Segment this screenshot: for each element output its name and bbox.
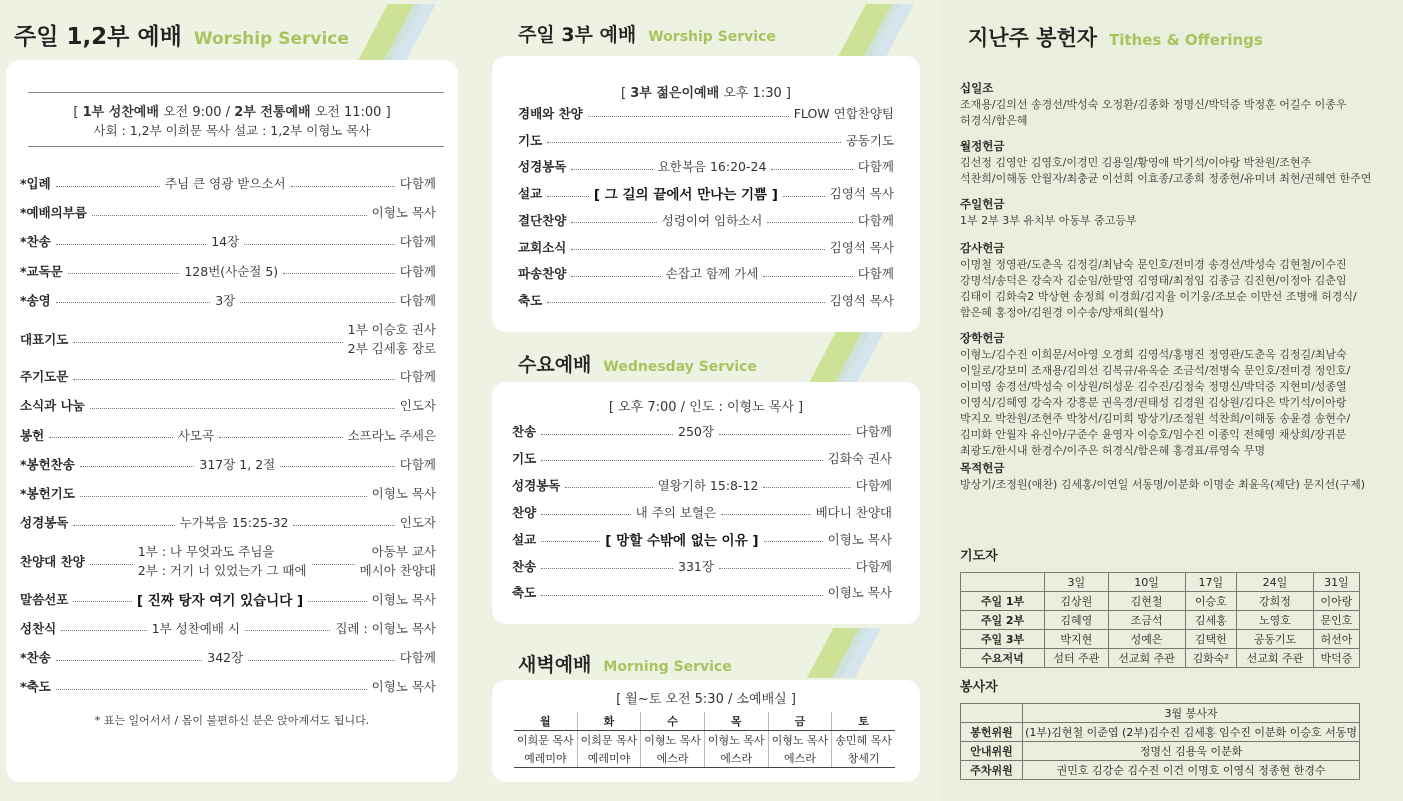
item-person: 이형노 목사 [371,679,436,695]
separator: / [225,105,231,120]
item-label: 대표기도 [20,332,69,347]
dot-leader [763,487,850,488]
prayer-cell: 이승호 [1185,592,1237,611]
date-header: 31일 [1313,573,1359,592]
order-item [512,583,892,601]
item-person: 이형노 목사 [827,585,892,601]
item-person: 공동기도 [845,132,894,148]
tithes-panel [940,0,1403,801]
dot-leader [56,244,207,245]
dot-leader [293,525,394,526]
sunday-1-2-card [6,60,458,782]
divider [28,92,444,93]
prayer-cell: 허선아 [1313,630,1359,649]
order-item [518,211,894,229]
dot-leader [248,660,395,661]
item-label: 찬양 [512,504,537,520]
dot-leader [80,466,195,467]
dot-leader [719,434,851,435]
dot-leader [308,601,367,602]
item-detail: 1부 성찬예배 시 [151,620,240,636]
day-header: 목 [704,712,768,731]
order-item [20,262,436,280]
order-item [518,264,894,282]
book-cell: 에스라 [704,749,768,768]
item-person: 다함께 [399,369,436,385]
item-detail: 128번(사순절 5) [184,263,279,279]
divider [28,146,444,147]
prayer-cell: 문인호 [1313,611,1359,630]
volunteer-row [961,761,1360,780]
item-person-line: 2부 김세홍 장로 [347,341,436,356]
dot-leader [61,630,146,631]
item-person: 다함께 [399,292,437,308]
prayer-cell: 김혜영 [1045,611,1109,630]
day-header: 화 [577,712,641,731]
section-title-en: Tithes & Offerings [1109,31,1263,49]
offering-heading: 월정헌금 [960,139,1005,153]
service-1-name: 1부 성찬예배 [82,105,159,120]
volunteers-month: 3월 봉사자 [1023,704,1360,723]
morning-card [492,680,920,782]
volunteer-role: 주차위원 [961,761,1023,780]
order-item [20,174,436,192]
dot-leader [771,169,852,170]
section-header-sunday-3 [518,20,776,47]
item-detail: 250장 [678,424,714,439]
item-detail: [ 망할 수밖에 없는 이유 ] [605,532,759,549]
order-item [20,542,436,580]
item-label: 찬양대 찬양 [20,554,85,570]
order-item [20,484,436,502]
dot-leader [244,244,395,245]
service-2-time: 오전 11:00 [314,105,382,120]
dot-leader [547,302,824,303]
prayer-cell: 조금석 [1108,611,1185,630]
dot-leader [56,186,160,187]
item-person: 베다니 찬양대 [815,504,892,520]
service-2-name: 2부 전통예배 [234,105,311,120]
wednesday-info: [ 오후 7:00 / 인도 : 이형노 목사 ] [608,400,804,415]
item-person: 김영석 목사 [829,239,894,255]
item-detail: 누가복음 15:25-32 [179,515,289,531]
prayer-cell: 노영호 [1237,611,1314,630]
service-3-time: 오후 1:30 [723,86,782,101]
item-person: 다함께 [857,266,894,282]
prayer-cell: 성예은 [1108,630,1185,649]
section-header-tithes [968,22,1263,52]
dot-leader [541,434,673,435]
item-person: 이형노 목사 [371,591,437,607]
leader-cell: 이형노 목사 [641,731,705,750]
order-item [518,104,894,122]
prayer-cell: 김세홍 [1185,611,1237,630]
blank-header [961,573,1045,592]
item-label: 축도 [518,292,543,308]
leader-cell: 송민혜 목사 [832,731,895,750]
volunteer-row [961,742,1360,761]
item-person: 다함께 [857,159,895,175]
item-label: 봉헌 [20,427,45,443]
order-item [518,238,894,256]
offering-heading: 감사헌금 [960,241,1005,255]
offering-heading: 목적헌금 [960,461,1005,475]
item-label: 말씀선포 [20,591,69,607]
item-label: 교회소식 [518,239,567,255]
dot-leader [571,249,824,250]
middle-panel [470,0,940,801]
prayer-cell: 섬터 주관 [1045,649,1109,668]
item-label: 설교 [512,531,537,547]
prayer-cell: 이아랑 [1313,592,1359,611]
leader-cell: 이희문 목사 [517,734,574,747]
order-item [518,157,894,175]
dot-leader [56,302,211,303]
service-3-name: 3부 젊은이예배 [630,86,720,101]
leader-cell: 이형노 목사 [704,731,768,750]
item-person-line: 아동부 교사 [371,544,437,560]
item-person: 다함께 [855,558,893,574]
item-label: *입례 [20,176,51,191]
sunday-1-2-panel [0,0,470,801]
sunday-3-card [492,56,920,332]
item-person: 집례 : 이형노 목사 [335,620,437,636]
dot-leader [219,437,343,438]
item-person: 인도자 [399,398,436,414]
item-detail: 사모곡 [177,427,214,443]
prayer-cell: 김상원 [1045,592,1109,611]
order-item [512,530,892,548]
offering-names: 김선정 김영안 김영호/이경민 김용일/황영애 박기석/이아랑 박찬원/조현주 석찬희/이해동 안월자/최충균 이선희 이효종/고종희 정종현/유미녀 최현/권혜연 한주연 [960,156,1372,185]
dot-leader [763,276,852,277]
dot-leader [565,487,652,488]
volunteer-names: 권민호 김강순 김수진 이건 이명호 이영식 정종현 한경수 [1023,761,1360,780]
item-label: 기도 [512,450,537,466]
order-item [512,503,892,521]
item-label: 소식과 나눔 [20,398,85,414]
order-item [20,232,436,250]
item-person: 이형노 목사 [827,531,893,547]
wednesday-card [492,382,920,624]
dot-leader [240,302,395,303]
item-person: 이형노 목사 [371,205,436,221]
bracket-close: ] [385,105,391,120]
item-person: 인도자 [399,515,437,531]
item-label: 성경봉독 [518,159,567,175]
section-title-en: Wednesday Service [603,359,757,375]
item-label: *송영 [20,292,51,308]
section-header-morning [518,650,732,677]
dot-leader [73,379,394,380]
item-label: *봉헌기도 [20,486,75,501]
prayer-cell: 선교회 주관 [1108,649,1185,668]
volunteer-role: 봉헌위원 [961,723,1023,742]
dot-leader [56,660,203,661]
item-person-line: 메시아 찬양대 [359,563,437,579]
book-cell: 예레미야 [514,749,577,768]
order-item [20,619,436,637]
service-times [6,101,458,120]
item-label: 축도 [512,585,537,601]
dot-leader [588,116,789,117]
dot-leader [73,525,174,526]
morning-schedule-table [514,712,895,768]
item-person: 다함께 [399,650,437,665]
item-detail: 342장 [207,650,244,665]
item-label: 찬송 [512,424,537,439]
order-item [20,367,436,385]
service-1-time: 오전 9:00 [163,105,222,120]
item-person: FLOW 연합찬양팀 [793,106,894,121]
section-title-ko: 주일 1,2부 예배 [14,24,182,50]
item-person-lines [360,542,436,580]
section-title-en: Worship Service [193,29,349,49]
prayer-row [961,630,1360,649]
section-title-ko: 주일 3부 예배 [518,24,637,46]
item-person: 이형노 목사 [371,486,436,501]
item-person: 다함께 [855,477,892,493]
item-label: 찬송 [512,558,537,574]
item-person: 김영석 목사 [829,186,895,202]
item-detail: 요한복음 16:20-24 [657,159,767,175]
order-item [512,422,892,440]
order-item [20,291,436,309]
item-person: 소프라노 주세은 [347,427,437,443]
prayer-cell: 공동기도 [1237,630,1314,649]
item-label: *축도 [20,679,51,695]
prayer-cell: 박지현 [1045,630,1109,649]
dot-leader [56,689,367,690]
offering-heading: 장학헌금 [960,331,1005,345]
section-header-sunday-1-2 [14,18,349,51]
prayer-row-label: 주일 1부 [961,592,1045,611]
dot-leader [547,142,841,143]
item-label: 성찬식 [20,620,57,636]
item-label: 경배와 찬양 [518,106,583,121]
item-person: 다함께 [399,456,437,472]
section-title-en: Morning Service [603,659,732,675]
section-title-ko: 수요예배 [518,354,592,376]
dot-leader [541,568,673,569]
section-title-en: Worship Service [648,29,776,45]
service-leaders: 사회 : 1,2부 이희문 목사 설교 : 1,2부 이형노 목사 [93,123,371,138]
item-detail: 3장 [215,292,236,308]
item-detail: 손잡고 함께 가세 [665,266,759,282]
order-item [512,449,892,467]
order-item [20,677,436,695]
dot-leader [90,564,133,565]
order-item [20,648,436,666]
item-detail: [ 그 길의 끝에서 만나는 기쁨 ] [593,187,778,204]
offering-heading: 십일조 [960,81,994,95]
item-detail: 열왕기하 15:8-12 [657,477,759,493]
dot-leader [73,601,132,602]
item-detail: 331장 [678,558,714,574]
offering-names: 이명철 정영관/도춘옥 김정길/최남숙 문인호/전미경 송경선/박성숙 김현철/이수진 강명석/송덕은 강숙자 김순임/한말영 김영태/최정임 김종금 김진현/이정아 김춘임 김태이 김화숙2 박상현 송정희 이경희/김지율 이기웅/조보순 이만선 조병애 허경식/ 함은혜 홍정아/김원경 이수송/양재희(월삭) [960,258,1357,319]
offering-names: 조재용/김의선 송경선/박성숙 오정환/김종화 정명신/박덕증 박정훈 어길수 이종우 허경식/함은혜 [960,98,1347,127]
item-label: 설교 [518,186,543,202]
prayer-row-label: 주일 2부 [961,611,1045,630]
prayer-cell: 김현철 [1108,592,1185,611]
date-header: 10일 [1108,573,1185,592]
prayer-row [961,649,1360,668]
dot-leader [541,460,822,461]
dot-leader [719,568,851,569]
dot-leader [291,186,395,187]
dot-leader [80,496,367,497]
item-detail: 14장 [211,234,240,250]
dot-leader [280,466,395,467]
volunteer-role: 안내위원 [961,742,1023,761]
item-person-lines [348,320,436,358]
dot-leader [541,514,631,515]
dot-leader [764,541,823,542]
prayer-title: 기도자 [960,549,998,564]
offering-names: 이형노/김수진 이희문/서아영 오경희 김영석/홍병진 정영관/도춘옥 김정길/최남숙 이일로/강보미 조재용/김의선 김복규/유옥순 조금석/전병숙 문인호/전미경 정인호/ 이미영 송경선/박성숙 이상원/허성운 김수진/김정숙 정명신/박덕증 지현미/성종열 이영식/김혜영 강숙자 강흥분 권옥경/권태성 김경원 김상원/김다은 박기석/이아랑 박지오 박찬원/조현주 박창서/김미희 방상기/조정원 석찬희/이해동 송윤경 송현수/ 김미화 안월자 유신아/구준수 윤영자 이승호/임수진 이종익 전혜영 채상희/장귀분 최광도/한시내 한경수/이주은 허경식/함은혜 홍경표/류영숙 무명 [960,348,1351,457]
item-person: 김화숙 권사 [827,450,892,466]
order-item [20,513,436,531]
item-detail: 317장 1, 2절 [199,456,276,472]
item-person: 다함께 [399,234,436,250]
dot-leader [68,273,180,274]
volunteers-title: 봉사자 [960,680,998,695]
item-detail-line: 2부 : 거기 너 있었는가 그 때에 [137,563,307,579]
offering-names: 방상기/조정원(애찬) 김세홍/이연일 서동명/이분화 이명순 최윤옥(제단) 문지선(구제) [960,478,1366,491]
volunteer-row [961,723,1360,742]
morning-info: [ 월~토 오전 5:30 / 소예배실 ] [616,692,796,707]
item-label: *찬송 [20,650,51,665]
book-cell: 예레미야 [577,749,641,768]
prayer-cell: 박덕증 [1313,649,1359,668]
item-label: *교독문 [20,263,63,279]
prayer-table [960,572,1360,668]
section-title-ko: 지난주 봉헌자 [968,26,1098,50]
leader-cell: 이희문 목사 [577,731,641,750]
order-item [20,426,436,444]
volunteers-table [960,703,1360,780]
item-label: *예배의부름 [20,205,87,221]
dot-leader [767,222,852,223]
dot-leader [283,273,395,274]
item-label: 성경봉독 [512,477,561,493]
date-header: 24일 [1237,573,1314,592]
book-cell: 에스라 [641,749,705,768]
standing-note: * 표는 일어서서 / 몸이 불편하신 분은 앉아계셔도 됩니다. [94,714,370,727]
item-label: 파송찬양 [518,266,567,282]
dot-leader [547,196,589,197]
dot-leader [73,342,342,343]
dot-leader [312,564,355,565]
dot-leader [571,169,652,170]
day-header: 금 [768,712,832,731]
dot-leader [90,408,395,409]
prayer-row [961,592,1360,611]
order-item [512,557,892,575]
leader-cell: 이형노 목사 [768,731,832,750]
prayer-cell: 선교회 주관 [1237,649,1314,668]
day-header: 수 [641,712,705,731]
order-item [518,131,894,149]
item-label: 주기도문 [20,369,69,385]
dot-leader [721,514,811,515]
offering-heading: 주일헌금 [960,197,1005,211]
offering-names: 1부 2부 3부 유치부 아동부 중고등부 [960,214,1137,227]
order-item [20,320,436,358]
item-person: 김영석 목사 [829,292,894,308]
dot-leader [783,196,825,197]
order-item [20,203,436,221]
order-item [512,476,892,494]
item-label: *봉헌찬송 [20,456,75,472]
item-person: 다함께 [855,424,893,439]
section-header-wednesday [518,350,757,377]
day-header: 월 [514,712,577,731]
dot-leader [541,541,600,542]
date-header: 3일 [1045,573,1109,592]
prayer-row [961,611,1360,630]
item-person-line: 1부 이승호 권사 [347,322,436,337]
order-item [20,396,436,414]
item-label: 결단찬양 [518,212,567,228]
order-item [518,184,894,202]
bracket-open: [ [621,86,627,101]
item-detail: 주님 큰 영광 받으소서 [164,176,286,191]
dot-leader [49,437,173,438]
item-label: 기도 [518,132,543,148]
volunteer-names: 정명신 김용욱 이분화 [1023,742,1360,761]
blank-header [961,704,1023,723]
item-detail-lines [138,542,307,580]
bracket-open: [ [73,105,79,120]
prayer-cell: 강희정 [1237,592,1314,611]
dot-leader [571,222,656,223]
order-item [20,455,436,473]
prayer-cell: 김택헌 [1185,630,1237,649]
item-label: 성경봉독 [20,515,69,531]
bracket-close: ] [785,86,791,101]
item-person: 다함께 [857,212,894,228]
item-detail-line: 1부 : 나 무엇과도 주님을 [137,544,275,560]
item-detail: 성령이여 임하소서 [661,212,763,228]
item-person: 다함께 [399,263,436,279]
section-title-ko: 새벽예배 [518,654,592,676]
prayer-cell: 김화숙² [1185,649,1237,668]
order-item [518,291,894,309]
dot-leader [92,215,367,216]
service-time [492,82,920,101]
prayer-row-label: 주일 3부 [961,630,1045,649]
item-person: 다함께 [399,176,436,191]
day-header: 토 [832,712,895,731]
item-label: *찬송 [20,234,51,250]
dot-leader [541,595,822,596]
order-item [20,590,436,608]
date-header: 17일 [1185,573,1237,592]
prayer-row-label: 수요저녁 [961,649,1045,668]
item-detail: 내 주의 보혈은 [635,504,717,520]
book-cell: 에스라 [768,749,832,768]
dot-leader [571,276,660,277]
item-detail: [ 진짜 탕자 여기 있습니다 ] [136,592,304,609]
dot-leader [245,630,330,631]
volunteer-names: (1부)김현철 이준엽 (2부)김수진 김세홍 임수진 이분화 이승호 서동명 [1023,723,1360,742]
book-cell: 창세기 [832,749,895,768]
